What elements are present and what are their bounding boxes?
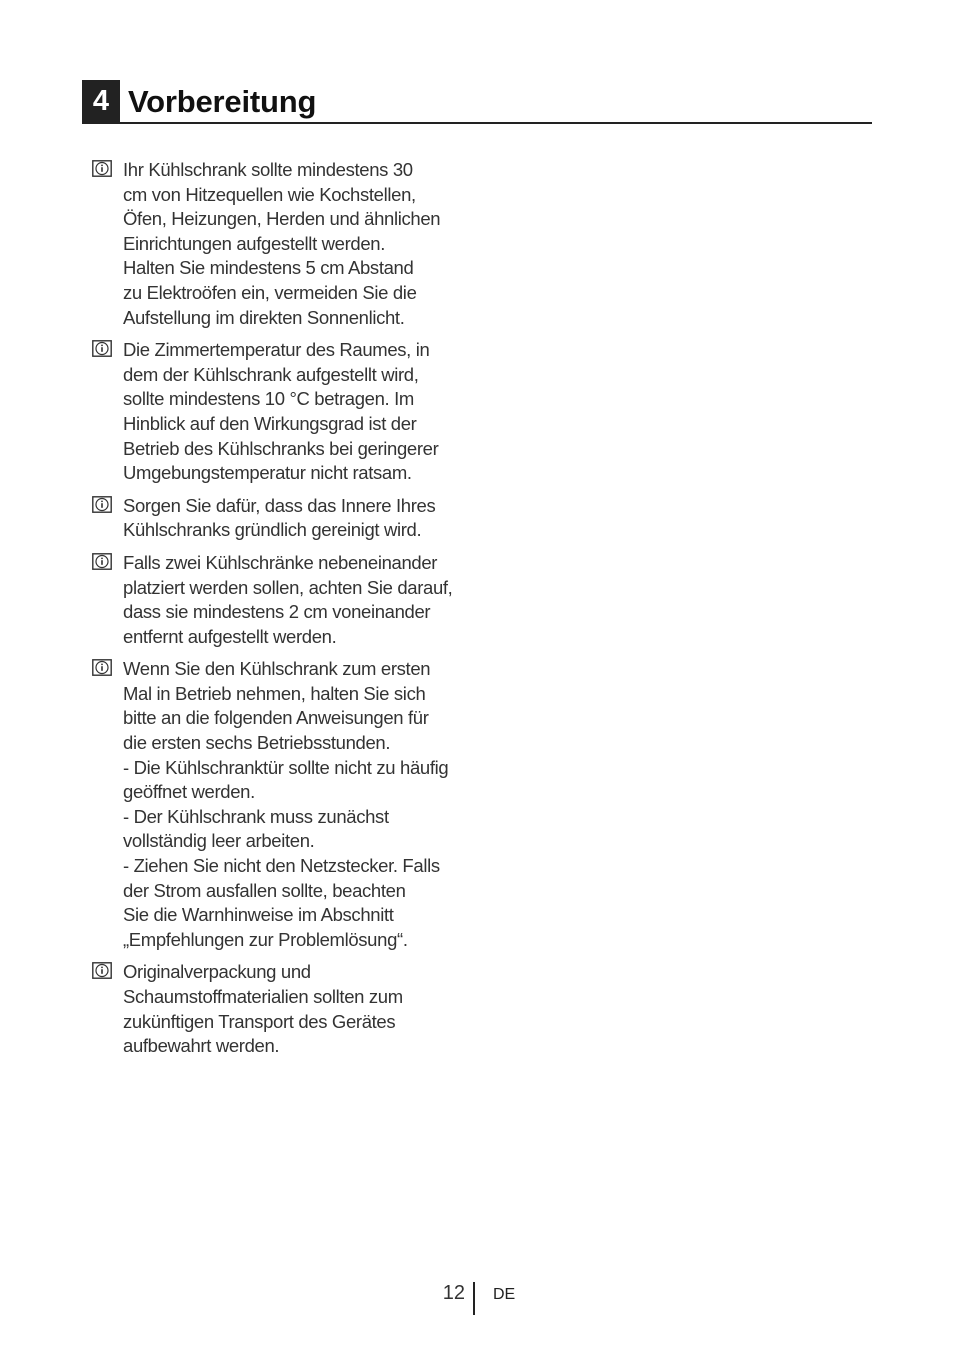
info-icon: [92, 553, 112, 570]
section-heading: [82, 80, 872, 124]
note-text: Die Zimmertemperatur des Raumes, in dem der Kühlschrank aufgestellt wird, sollte mindestens 10 °C betragen. Im Hinblick auf den Wirkungsgrad ist der Betrieb des Kühlschranks bei geringerer Umgebungstemperatur nicht ratsam.: [123, 339, 439, 484]
language-code: DE: [493, 1286, 516, 1303]
page-number: 12: [442, 1282, 465, 1304]
info-icon: [92, 962, 112, 979]
note-text: Wenn Sie den Kühlschrank zum ersten Mal in Betrieb nehmen, halten Sie sich bitte an die folgenden Anweisungen für die ersten sechs Betriebsstunden. - Die Kühlschranktür sollte nicht zu häufig geöffnet werden. - Der Kühlschrank muss zunächst vollständig leer arbeiten. - Ziehen Sie nicht den Netzstecker. Falls der Strom ausfallen sollte, beachten Sie die Warnhinweise im Abschnitt „Empfehlungen zur Problemlösung“.: [123, 658, 449, 950]
note-item: [92, 338, 492, 486]
note-item: [92, 657, 492, 952]
note-item: [92, 960, 492, 1058]
notes-list: [92, 158, 492, 1067]
info-icon: [92, 160, 112, 177]
note-item: [92, 551, 492, 649]
note-text: Ihr Kühlschrank sollte mindestens 30 cm von Hitzequellen wie Kochstellen, Öfen, Heizungen, Herden und ähnlichen Einrichtungen aufgestellt werden. Halten Sie mindestens 5 cm Abstand zu Elektroöfen ein, vermeiden Sie die Aufstellung im direkten Sonnenlicht.: [123, 159, 441, 328]
note-text: Originalverpackung und Schaumstoffmaterialien sollten zum zukünftigen Transport des Gerätes aufbewahrt werden.: [123, 961, 403, 1057]
footer-divider: [473, 1282, 475, 1315]
note-item: [92, 158, 492, 330]
info-icon: [92, 496, 112, 513]
note-text: Falls zwei Kühlschränke nebeneinander platziert werden sollen, achten Sie darauf, dass sie mindestens 2 cm voneinander entfernt aufgestellt werden.: [123, 551, 453, 647]
info-icon: [92, 340, 112, 357]
section-number: 4: [82, 80, 120, 123]
note-item: [92, 494, 492, 543]
info-icon: [92, 659, 112, 676]
section-title: Vorbereitung: [128, 84, 317, 119]
note-text: Sorgen Sie dafür, dass das Innere Ihres Kühlschranks gründlich gereinigt wird.: [123, 494, 436, 541]
